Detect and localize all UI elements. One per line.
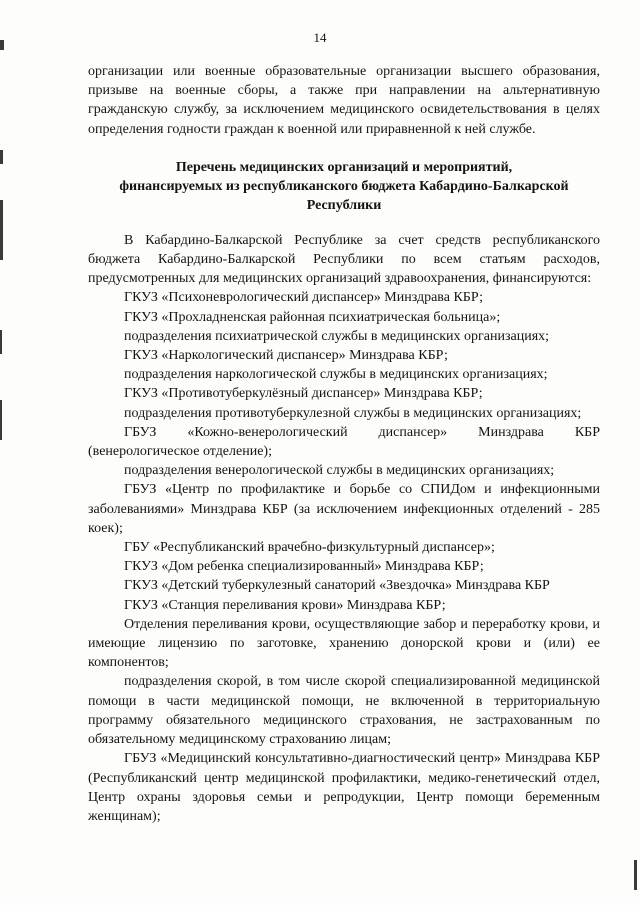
list-item: подразделения венерологической службы в медицинских организациях; xyxy=(124,463,555,479)
list-item: ГКУЗ «Психоневрологический диспансер» Минздрава КБР; xyxy=(124,290,484,306)
list-item: подразделения психиатрической службы в медицинских организациях; xyxy=(124,328,550,344)
section-heading xyxy=(88,158,600,215)
list-item: ГКУЗ «Противотуберкулёзный диспансер» Минздрава КБР; xyxy=(124,386,483,402)
list-item: ГКУЗ «Дом ребенка специализированный» Минздрава КБР; xyxy=(124,559,484,575)
heading-line-1: Перечень медицинских организаций и мероприятий, xyxy=(175,159,513,175)
scan-edge-mark xyxy=(0,330,2,354)
heading-line-3: Республики xyxy=(306,197,382,213)
list-item: ГБУЗ «Медицинский консультативно-диагностический центр» Минздрава КБР (Республиканский центр медицинской профилактики, медико-генетический отдел, Центр охраны здоровья семьи и репродукции, Центр помощи беременным женщинам); xyxy=(88,751,600,824)
list-item: подразделения наркологической службы в медицинских организациях; xyxy=(124,367,548,383)
list-item: ГКУЗ «Наркологический диспансер» Минздрава КБР; xyxy=(124,348,448,364)
list-item: Отделения переливания крови, осуществляющие забор и переработку крови, и имеющие лицензию по заготовке, хранению донорской крови и (или) ее компонентов; xyxy=(88,616,600,671)
page-number: 14 xyxy=(313,30,327,45)
scan-edge-mark xyxy=(0,400,2,440)
list-item: ГБУЗ «Центр по профилактике и борьбе со СПИДом и инфекционными заболеваниями» Минздрава КБР (за исключением инфекционных отделений - 285 коек); xyxy=(88,482,600,536)
lead-paragraph: В Кабардино-Балкарской Республике за счет средств республиканского бюджета Кабардино-Балкарской Республики по всем статьям расходов, предусмотренных для медицинских организаций здравоохранения, финансируются: xyxy=(88,232,600,287)
list-item: ГКУЗ «Детский туберкулезный санаторий «Звездочка» Минздрава КБР xyxy=(124,578,550,594)
intro-paragraph: организации или военные образовательные организации высшего образования, призыве на военные сборы, а также при направлении на альтернативную гражданскую службу, за исключением медицинского освидетельствования в целях определения годности граждан к военной или приравненной к ней службе. xyxy=(88,64,600,137)
list-item: ГКУЗ «Станция переливания крови» Минздрава КБР; xyxy=(124,597,446,613)
document-body xyxy=(88,62,600,826)
heading-line-2: финансируемых из республиканского бюджета Кабардино-Балкарской xyxy=(119,178,569,194)
list-item: ГБУ «Республиканский врачебно-физкультурный диспансер»; xyxy=(124,540,495,556)
list-item: ГКУЗ «Прохладненская районная психиатрическая больница»; xyxy=(124,309,501,325)
scan-edge-mark xyxy=(0,200,3,260)
list-item: подразделения противотуберкулезной службы в медицинских организациях; xyxy=(124,405,582,421)
list-item: ГБУЗ «Кожно-венерологический диспансер» Минздрава КБР (венерологическое отделение); xyxy=(88,424,600,460)
list-item: подразделения скорой, в том числе скорой специализированной медицинской помощи в части медицинской помощи, не включенной в территориальную программу обязательного медицинского страхования, не застрахованным по обязательному медицинскому страхованию лицам; xyxy=(88,674,600,748)
scan-edge-mark xyxy=(634,860,637,890)
scan-edge-mark xyxy=(0,150,3,164)
